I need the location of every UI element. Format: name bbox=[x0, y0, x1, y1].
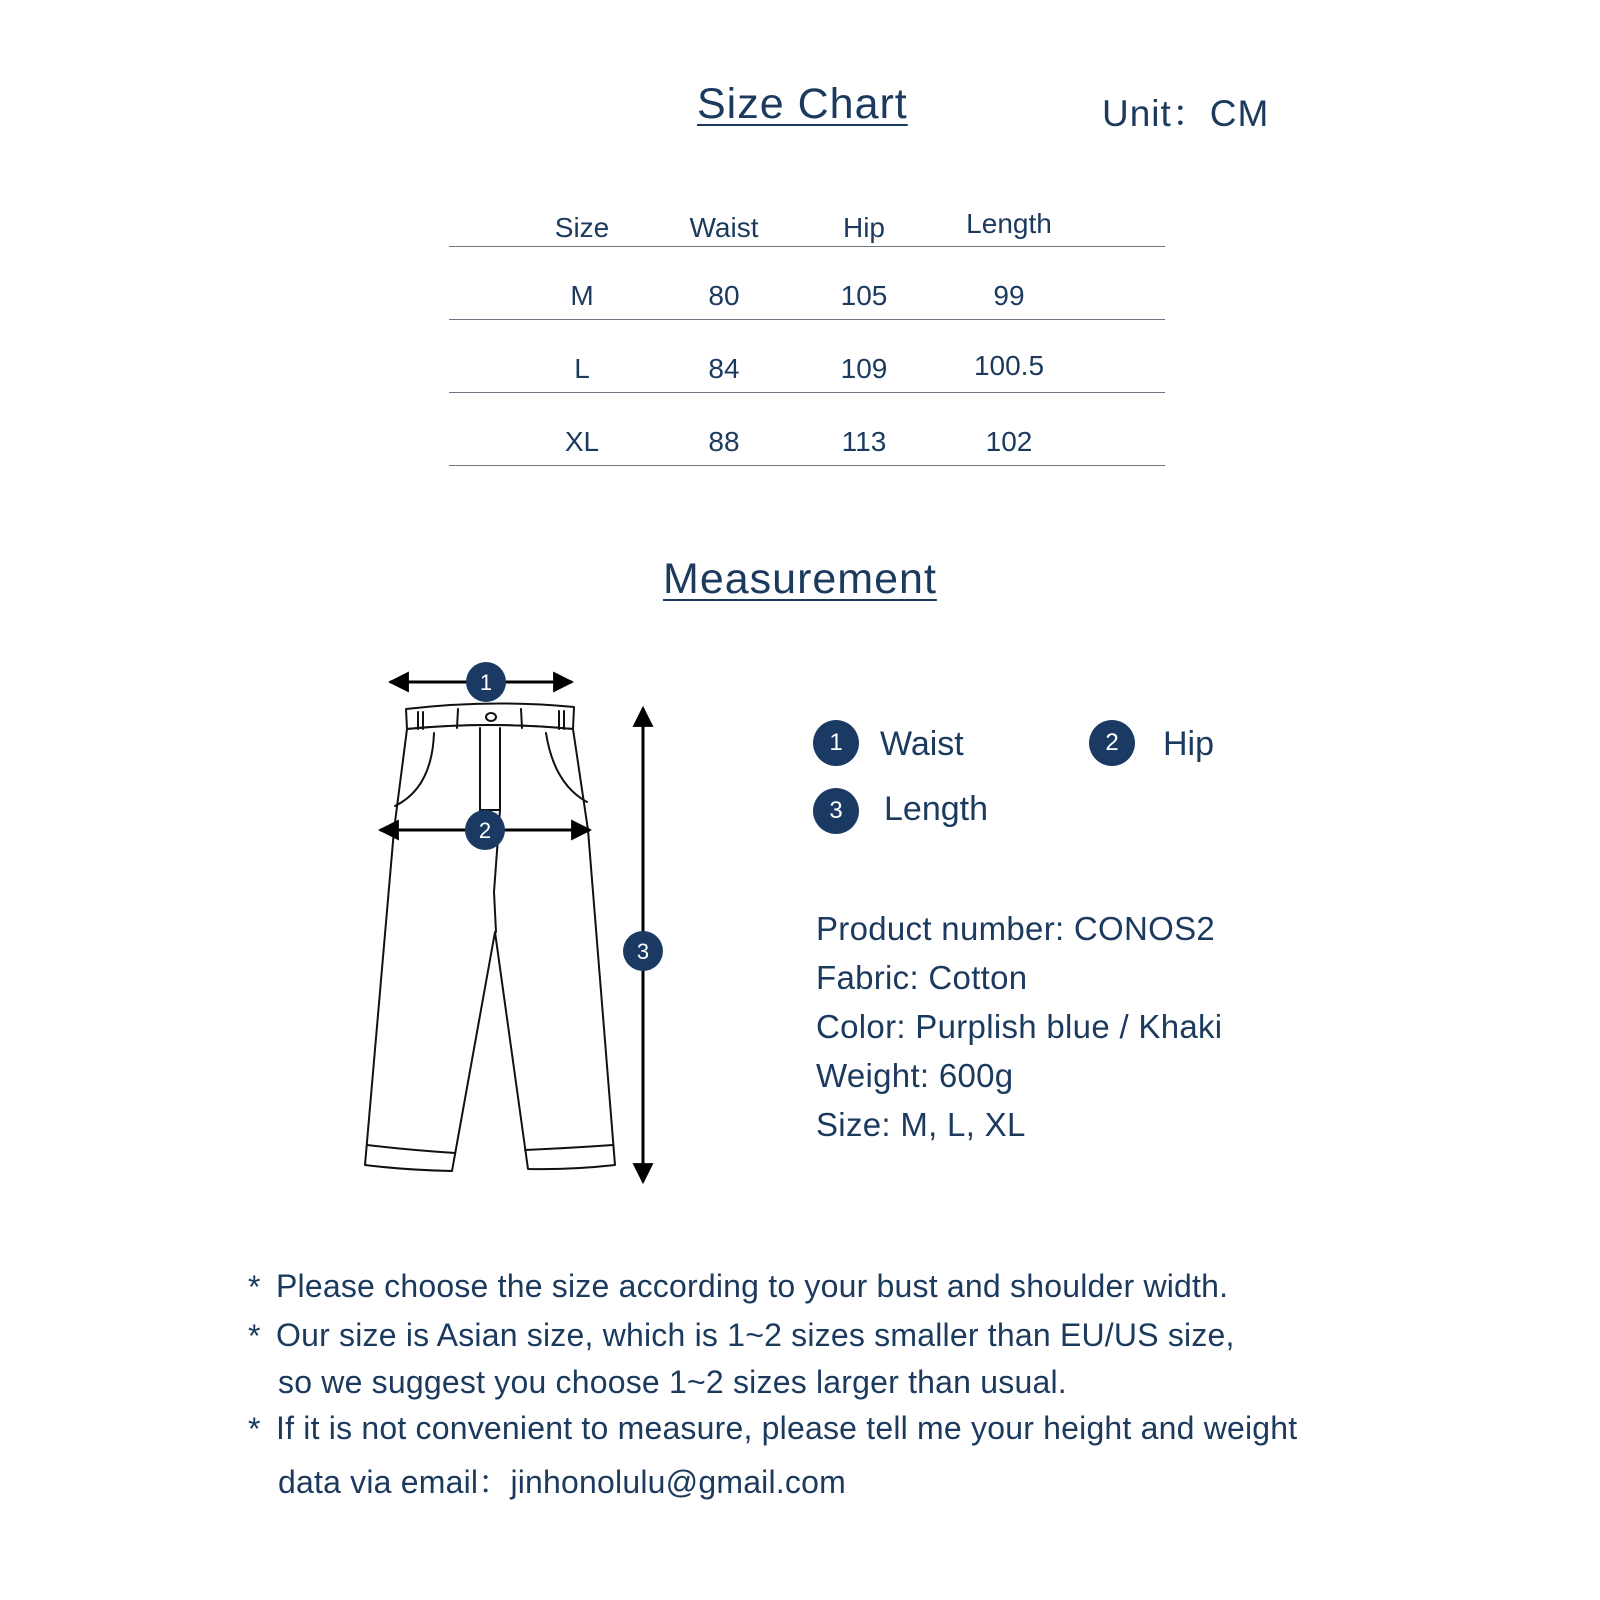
marker-3 bbox=[623, 931, 663, 971]
product-sizes: Size: M, L, XL bbox=[816, 1106, 1026, 1143]
note-bullet: * bbox=[248, 1411, 261, 1447]
legend-badge-3: 3 bbox=[813, 788, 859, 834]
header-waist: Waist bbox=[689, 212, 759, 243]
product-fabric: Fabric: Cotton bbox=[816, 959, 1028, 996]
svg-text:3: 3 bbox=[636, 939, 650, 964]
cell-hip: 109 bbox=[840, 353, 888, 384]
cell-hip: 113 bbox=[841, 426, 887, 457]
cell-length: 102 bbox=[985, 426, 1033, 457]
svg-text:2: 2 bbox=[478, 818, 492, 843]
cell-length: 100.5 bbox=[973, 350, 1045, 381]
product-weight: Weight: 600g bbox=[816, 1057, 1014, 1094]
table-header-row bbox=[449, 198, 1165, 247]
product-number: Product number: CONOS2 bbox=[816, 910, 1216, 947]
belt-loop bbox=[457, 709, 458, 728]
svg-text:1: 1 bbox=[479, 670, 493, 695]
table-row bbox=[449, 320, 1165, 393]
belt-loop bbox=[521, 709, 522, 728]
cell-hip: 105 bbox=[840, 280, 888, 311]
table-row bbox=[449, 247, 1165, 320]
cell-size: L bbox=[574, 353, 590, 384]
cell-waist: 84 bbox=[708, 353, 740, 384]
note-line-2b: so we suggest you choose 1~2 sizes larger than usual. bbox=[278, 1364, 1067, 1400]
size-chart-title: Size Chart bbox=[697, 80, 908, 128]
legend-label-hip: Hip bbox=[1163, 725, 1215, 763]
header-hip: Hip bbox=[842, 212, 885, 243]
header-length: Length bbox=[966, 208, 1052, 239]
cell-waist: 80 bbox=[708, 280, 740, 311]
size-table bbox=[449, 198, 1165, 466]
note-bullet: * bbox=[248, 1269, 261, 1305]
measurement-title: Measurement bbox=[663, 555, 937, 603]
pants-outline bbox=[365, 725, 615, 1171]
note-line-1: Please choose the size according to your bust and shoulder width. bbox=[276, 1268, 1229, 1304]
marker-2 bbox=[465, 810, 505, 850]
header-size: Size bbox=[554, 212, 610, 243]
legend-label-length: Length bbox=[884, 790, 988, 828]
marker-1 bbox=[466, 662, 506, 702]
legend-badge-2: 2 bbox=[1089, 720, 1135, 766]
note-line-2a: Our size is Asian size, which is 1~2 sizes smaller than EU/US size, bbox=[276, 1317, 1235, 1353]
table-row bbox=[449, 393, 1165, 466]
legend-label-waist: Waist bbox=[880, 725, 964, 763]
note-bullet: * bbox=[248, 1318, 261, 1354]
cell-size: XL bbox=[564, 426, 600, 457]
legend-badge-1: 1 bbox=[813, 720, 859, 766]
cell-size: M bbox=[570, 280, 594, 311]
note-line-3b: data via email：jinhonolulu@gmail.com bbox=[278, 1464, 846, 1500]
pants-diagram-icon bbox=[340, 660, 680, 1200]
cell-length: 99 bbox=[993, 280, 1025, 311]
note-line-3a: If it is not convenient to measure, please tell me your height and weight bbox=[276, 1410, 1298, 1446]
unit-label: Unit：CM bbox=[1102, 93, 1270, 134]
product-color: Color: Purplish blue / Khaki bbox=[816, 1008, 1223, 1045]
cell-waist: 88 bbox=[708, 426, 740, 457]
